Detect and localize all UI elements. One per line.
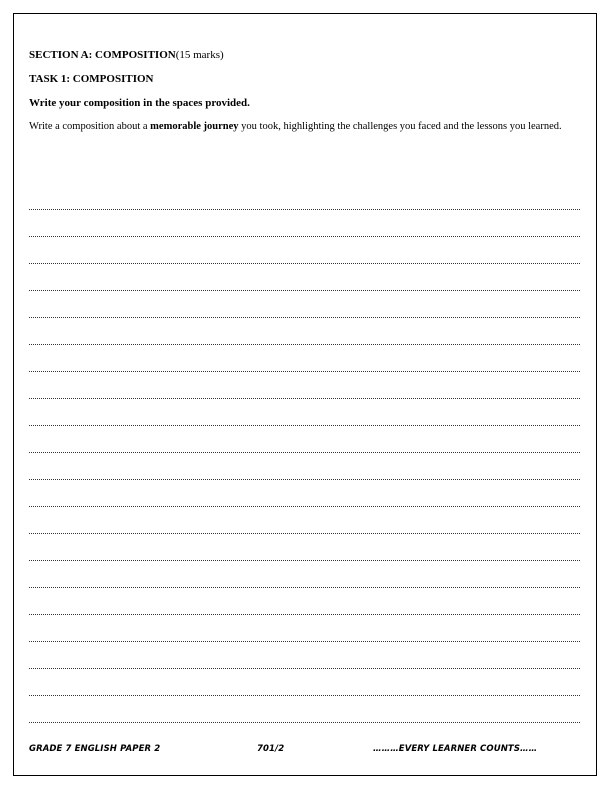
writing-line[interactable] — [29, 372, 580, 399]
writing-line[interactable] — [29, 345, 580, 372]
writing-line[interactable] — [29, 453, 580, 480]
prompt-after: you took, highlighting the challenges you faced and the lessons you learned. — [238, 121, 562, 132]
prompt-before: Write a composition about a — [29, 121, 151, 132]
writing-line[interactable] — [29, 561, 580, 588]
writing-line[interactable] — [29, 669, 580, 696]
writing-line[interactable] — [29, 588, 580, 615]
section-heading — [29, 49, 581, 62]
writing-line[interactable] — [29, 264, 580, 291]
writing-area[interactable] — [29, 183, 580, 723]
section-marks: (15 marks) — [175, 49, 224, 61]
page-footer — [29, 744, 581, 758]
writing-line[interactable] — [29, 210, 580, 237]
task-heading: TASK 1: COMPOSITION — [29, 73, 154, 85]
footer-paper-code: 701/2 — [257, 744, 285, 754]
writing-line[interactable] — [29, 318, 580, 345]
writing-line[interactable] — [29, 291, 580, 318]
prompt-emphasis: memorable journey — [150, 121, 239, 132]
exam-header — [29, 49, 581, 132]
instruction-text: Write your composition in the spaces provided. — [29, 97, 250, 109]
footer-motto: ………EVERY LEARNER COUNTS…… — [373, 744, 538, 754]
writing-line[interactable] — [29, 237, 580, 264]
composition-prompt — [29, 121, 581, 132]
footer-paper-title: GRADE 7 ENGLISH PAPER 2 — [29, 744, 161, 754]
writing-line[interactable] — [29, 615, 580, 642]
section-title: SECTION A: COMPOSITION — [29, 49, 176, 61]
writing-line[interactable] — [29, 534, 580, 561]
writing-line[interactable] — [29, 507, 580, 534]
writing-line[interactable] — [29, 399, 580, 426]
writing-line[interactable] — [29, 642, 580, 669]
writing-line[interactable] — [29, 696, 580, 723]
writing-line[interactable] — [29, 183, 580, 210]
writing-line[interactable] — [29, 426, 580, 453]
writing-line[interactable] — [29, 480, 580, 507]
